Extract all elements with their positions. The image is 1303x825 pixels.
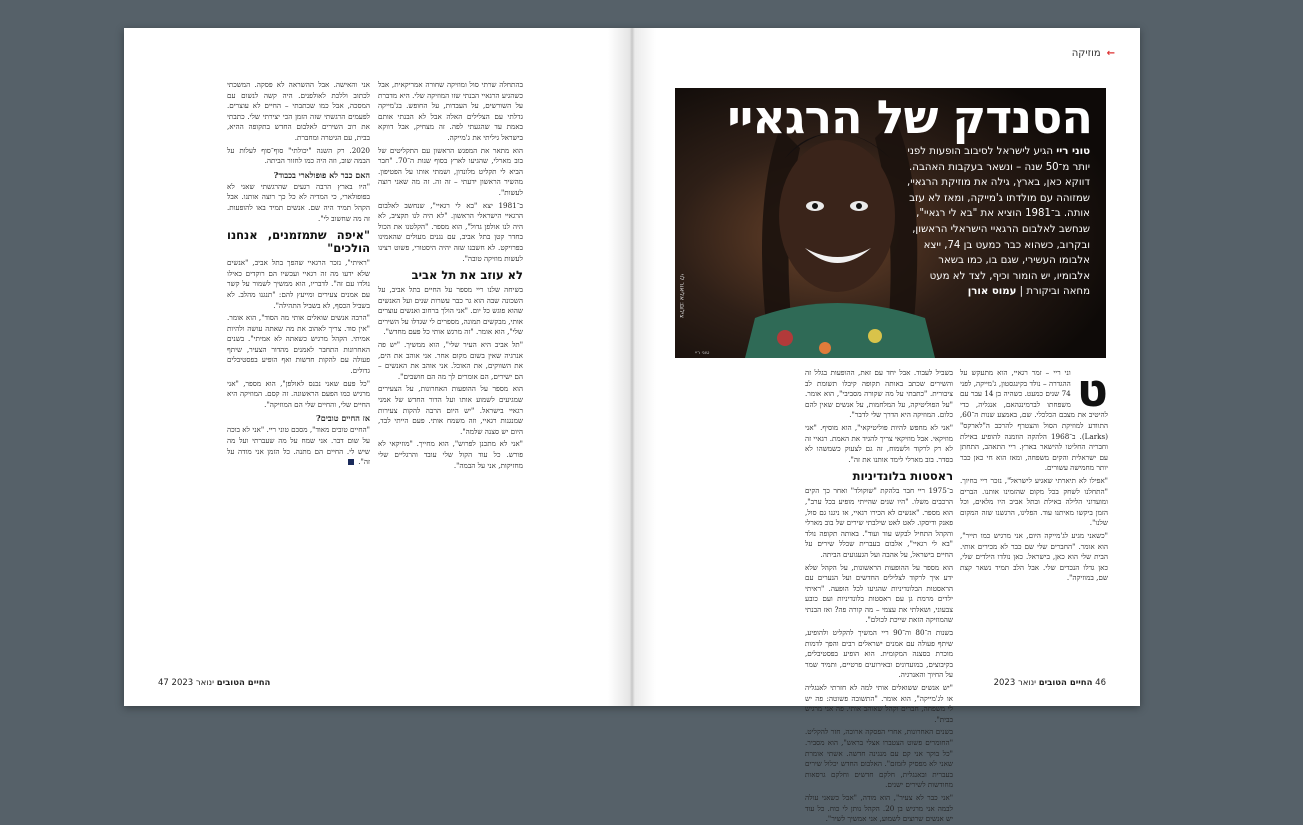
section-label[interactable]	[1072, 48, 1115, 59]
magazine-spread	[124, 28, 1140, 824]
arrow-left-icon[interactable]: ←	[1106, 48, 1115, 59]
deck-subject-name: טוני ריי	[1056, 146, 1090, 157]
column-r2	[805, 368, 953, 824]
paragraph: וני ריי – זמר רגאיי, הוא מתעקש על ההגדרה – נולד בקינגסטון, ג'מייקה, לפני 74 שנים כמעט. כשהיה בן 14 עבר עם משפחתו לברמינגהאם, אנגליה, כדי להיטיב את מצבם הכלכלי. שם, באמצע שנות ה־60, התוודע למוזיקת הסול והצטרף להרכב ה"לארקס" (Larks). ב־1968 הלהקה הוזמנה להופיע באילת וחבריה החליטו להישאר בארץ. ריי התאהב, התחתן עם ישראלית והקים משפחה, ומאז הוא חי כאן כבר יותר מחמישה עשורים.	[960, 368, 1108, 473]
paragraph: "כל פעם שאני נכנס לאולפן", הוא מספר, "אני מרגיש כמו הפעם הראשונה. זה קסם. המוזיקה היא החיים שלי, והחיים שלי הם המוזיקה".	[227, 378, 370, 409]
paragraph: "אפילו לא תיארתי שאגיע לישראל", נזכר ריי בחיוך. "התחלנו לשחק בכל מקום שהזמינו אותנו. הברים ומועדוני הלילה באילת ובתל אביב היו מלאים, וכל הזמן ביקשו מאיתנו עוד. הפלינו, הרגשנו שזה המקום שלנו".	[960, 475, 1108, 528]
end-mark-icon	[348, 459, 354, 465]
closing-paragraph	[227, 425, 370, 467]
folio-date: ינואר 2023	[993, 678, 1037, 688]
question: אז החיים טובים?	[316, 413, 370, 424]
folio-date: ינואר 2023	[171, 678, 214, 688]
paragraph: "תל אביב היא העיר שלי", הוא ממשיך. "יש פה אנרגיה שאין בשום מקום אחר. אני אוהב את הים, את השווקים, את האוכל. אני אוהב את האנשים – הם ישירים, הם אומרים לך מה הם חושבים".	[378, 340, 523, 381]
article-headline: הסנדק של הרגאיי	[727, 90, 1092, 144]
paragraph: 2020. רק השנה "יכולתי" סוף־סוף לעלות על הבמה שוב, וזה היה כמו לחזור הביתה.	[227, 145, 370, 166]
folio-mag-name: החיים הטובים	[1038, 678, 1093, 688]
paragraph: "אני לא מתכנן לפרוש", הוא מחייך. "מוזיקאי לא פורש. כל עוד הקול שלי עובד והרגליים שלי מחזיקות, אני על הבמה".	[378, 439, 523, 470]
folio-left	[158, 678, 270, 688]
drop-cap: ט	[1076, 363, 1108, 417]
paragraph: "ראיתי", נזכר הרגאיי שהפך בתל אביב, "אנשים שלא ידעו מה זה רגאיי ועכשיו הם רוקדים כאילו נולדו עם זה". לדבריו, הוא ממשיך לשמור על קשר עם אמנים צעירים ומייעץ להם: "תנגנו מהלב. לא בשביל הכסף, לא בשביל התהילה".	[227, 258, 370, 310]
paragraph: ב־1981 יצא "בא לי רגאיי", שנחשב לאלבום הרגאיי הישראלי הראשון. "לא היה לנו תקציב, לא היה לנו אולפן גדול", הוא מספר. "הקלטנו את הכול בחדר קטן בתל אביב, עם נגנים מעולים שהאמינו בפרויקט. לא חשבנו שזה יהיה היסטורי, פשוט רצינו לעשות מוזיקה טובה".	[378, 200, 523, 263]
paragraph: בשנות ה־80 וה־90 ריי המשיך להקליט ולהופיע, שיתף פעולה עם אמנים ישראלים רבים והפך לדמות מוכרת בסצנה המקומית. הוא הופיע בפסטיבלים, בקיבוצים, במועדונים ובאירועים פרטיים, ותמיד שמר על החיוך והאנרגיה.	[805, 628, 953, 680]
article-deck	[900, 144, 1090, 300]
paragraph: "היו בארץ הרבה רגעים שהרגשתי שאני לא בפופולארי, כי המדיה לא כל כך רוצה אותנו. אבל הקהל תמיד היה שם. אנשים תמיד באו להופעות. זה מה שחשוב לי".	[227, 181, 370, 223]
paragraph: "אני לא מחפש להיות פוליטיקאי", הוא מוסיף. "אני מוזיקאי. אבל מוזיקאי צריך להגיד את האמת. רגאיי זה לא רק לרקוד ולשמוח, זה גם לצעוק כשמשהו לא בסדר. בוב מארלי לימד אותנו את זה".	[805, 422, 953, 464]
paragraph: בשיחה שלנו ריי מספר על החיים בתל אביב, על השכונה שבה הוא גר כבר עשרות שנים ועל האנשים שהוא פוגש כל יום. "אני הולך ברחוב ואנשים עוצרים אותי, מבקשים תמונה, מספרים לי שגדלו על השירים שלי", הוא אומר. "זה מרגש אותי כל פעם מחדש".	[378, 285, 523, 337]
paragraph: בשביל לעבוד. אבל יחד עם זאת, ההופעות בגלל זה והשירים שכתב באותה תקופה קיבלו תשומת לב ציבורית. "כתבתי על מה שקורה מסביבי", הוא אומר. "על הפוליטיקה, על המלחמות, על אנשים שאין להם כלום. המוזיקה היא הדרך שלי לדבר".	[805, 368, 953, 420]
section-name: מוזיקה	[1071, 48, 1101, 59]
paragraph: "כשאני מגיע לג'מייקה היום, אני מרגיש כמו תייר", הוא אומר. "החברים שלי שם כבר לא מכירים אותי. הבית שלי הוא כאן, בישראל. כאן נולדו הילדים שלי, כאן גדלו הנכדים שלי. אבל הלב תמיד נשאר קצת שם, במוזיקה".	[960, 530, 1108, 583]
deck-text: הגיע לישראל לסיבוב הופעות לפני יותר מ־50 שנה – ונשאר בעקבות האהבה. דווקא כאן, בארץ, גילה את מוזיקת הרגאיי, שמזוהה עם מולדתו ג'מייקה, ומאז לא עזב אותה. ב־1981 הוציא את "בא לי רגאיי", שנחשב לאלבום הרגאיי הישראלי הראשון, ובקרוב, כשהוא כבר כמעט בן 74, ייצא אלבומו העשירי, שגם בו, כמו בשאר אלבומיו, יש הומור וכיף, לצד לא מעט מחאה וביקורת |	[906, 146, 1090, 298]
folio-right	[994, 678, 1106, 688]
deck-author: עמוס אורן	[967, 286, 1017, 298]
paragraph: בהתחלה שרתי סול ומוזיקה שחורה אמריקאית, אבל כשהגיע הרגאיי הבנתי שזו המוזיקה שלי. היא מדברת על השורשים, על העבדות, על החופש. בג'מייקה גדלתי עם הצלילים האלה אבל לא הבנתי אותם באמת עד שהגעתי לפה. זה מצחיק, אבל דווקא בישראל גיליתי את ג'מייקה.	[378, 80, 523, 142]
column-r1	[960, 363, 1108, 678]
subheading-tlv: לא עוזב את תל אביב	[411, 268, 523, 283]
folio-page-number: 47	[158, 678, 169, 688]
page-46	[632, 28, 1140, 824]
paragraph: "הרבה אנשים שואלים אותי מה הסוד", הוא אומר. "אין סוד. צריך לאהוב את מה שאתה עושה ולהיות אמיתי. הקהל מרגיש כשאתה לא אמיתי". בשנים האחרונות התחבר לאמנים מהדור הצעיר, שיתף פעולה עם להקות חדשות ואף הופיע בפסטיבלים גדולים.	[227, 313, 370, 376]
paragraph: בשנים האחרונות, אחרי הפסקה ארוכה, חזר להקליט. "החומרים פשוט הצטברו אצלי בראש", הוא מסביר. "כל בוקר אני קם עם מנגינה חדשה. אשתי אומרת שאני לא מפסיק לזמזם". האלבום החדש יכלול שירים בעברית ובאנגלית, חלקם חדשים וחלקם גרסאות מחודשות לשירים ישנים.	[805, 727, 953, 790]
paragraph: הוא מתאר את המפגש הראשון עם התקליטים של בוב מארלי, שהגיעו לארץ בסוף שנות ה־70. "חבר הביא לי תקליט מלונדון, ושמתי אותו על הפטיפון. מהשיר הראשון ידעתי – זה זה. זה מה שאני רוצה לעשות".	[378, 145, 523, 197]
paragraph: ב־1975 ריי חבר בלהקת "שוקולד" ואחר כך הקים הרכבים משלו. "היו שנים שהייתי מופיע בכל ערב", הוא מספר. "אנשים לא הכירו רגאיי, אז ניגנו גם סול, פאנק ודיסקו. לאט לאט שילבתי שירים של בוב מארלי והקהל התחיל לבקש עוד ועוד". באותה תקופה נולד "בא לי רגאיי", אלבום בעברית שכלל שירים על החיים בישראל, על אהבה ועל הגעגועים הביתה.	[805, 486, 953, 559]
closing-text: "החיים טובים מאוד", מסכם טוני ריי. "אני לא בוכה על שום דבר. אני שמח על מה שעברתי ועל מה שיש לי. החיים הם מתנה. כל הזמן אני מודה על זה".	[227, 425, 370, 467]
subheading-where: "איפה שתמזמנים, אנחנו הולכים"	[227, 228, 370, 256]
paragraph: "אני כבר לא צעיר", הוא מודה, "אבל כשאני עולה לבמה אני מרגיש בן 20. הקהל נותן לי כוח. כל עוד יש אנשים שרוצים לשמוע, אני אמשיך לשיר".	[805, 792, 953, 824]
paragraph: אני והאישה. אבל ההשראה לא פסקה. המשכתי לכתוב וללכת לאולפנים. היה קשה לנשום עם המסכה, אבל כמו שכתבתי – החיים לא עוצרים. לפעמים הרגשתי שזה הזמן הכי יצירתי שלי. כתבתי את רוב השירים לאלבום החדש בתקופה ההיא, בבית, עם הגיטרה ומחברת.	[227, 80, 370, 142]
paragraph: "יש אנשים ששואלים אותי למה לא חזרתי לאנגליה או לג'מייקה", הוא אומר. "התשובה פשוטה: פה יש לי משפחה, חברים וקהל שאוהב אותי. פה אני מרגיש בבית".	[805, 683, 953, 724]
photo-credit: צילום: אליאור לוי	[678, 274, 685, 318]
column-l2	[227, 80, 370, 680]
folio-mag-name: החיים הטובים	[216, 678, 271, 688]
hero-photo	[675, 88, 1106, 358]
paragraph: הוא מספר על ההופעות הראשונות, על הקהל שלא ידע איך לרקוד לצלילים החדשים ועל הנערים עם הראסטות הבלונדיניות שהגיעו לכל הופעה. "ראיתי ילדים מרמת גן עם ראסטות בלונדיניות ועם כובע צבעוני, ושאלתי את עצמי – מה קורה פה? ואז הבנתי שהמוזיקה הזאת שייכת לכולם".	[805, 562, 953, 625]
paragraph: הוא מספר על ההופעות האחרונות, על הצעירים שמגיעים לשמוע אותו ועל הדור החדש של אמני רגאיי בישראל. "יש היום הרבה להקות צעירות שמנגנות רגאיי, וזה משמח אותי. פעם הייתי לבד, היום יש סצנה שלמה".	[378, 384, 523, 436]
photo-caption: טוני ריי	[695, 350, 710, 356]
page-47	[124, 28, 632, 706]
column-l1	[378, 80, 523, 680]
subheading-rastot: ראסטות בלונדיניות	[852, 469, 953, 484]
question: האם כבר לא פופולארי בכבוד?	[273, 169, 370, 180]
folio-page-number: 46	[1095, 678, 1106, 688]
